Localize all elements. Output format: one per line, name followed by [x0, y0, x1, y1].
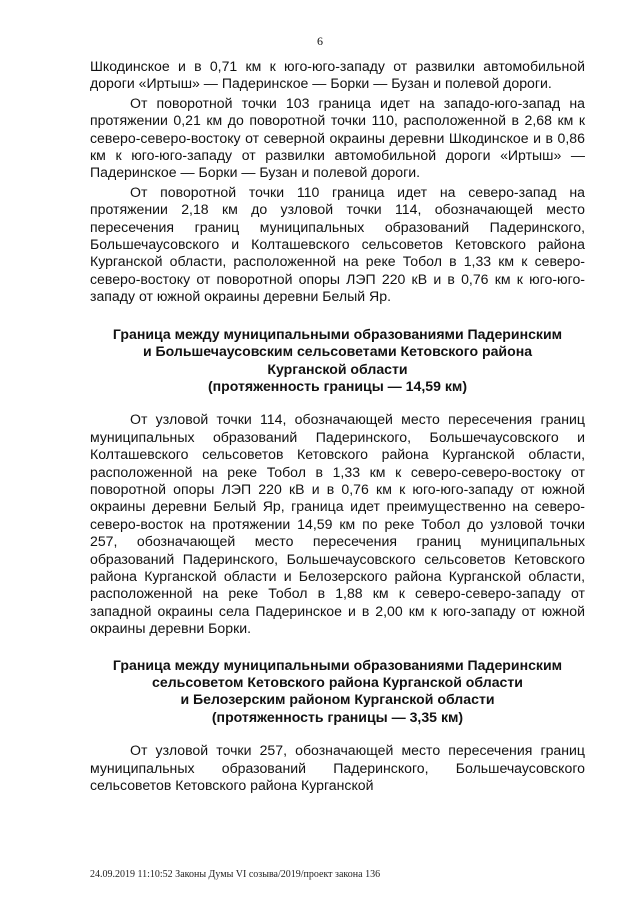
- heading-line: и Белозерским районом Курганской области: [180, 691, 495, 708]
- heading-length: (протяженность границы — 14,59 км): [207, 377, 468, 394]
- paragraph-point-110: От поворотной точки 110 граница идет на северо-запад на протяжении 2,18 км до узловой точки 114, обозначающей место пересечения границ муниципальных образований Падеринского, Большечаусовского и Колташевского сельсоветов Кетовского района Курганской области, расположенной на реке Тобол в 1,33 км к северо-северо-востоку от поворотной опоры ЛЭП 220 кВ и в 0,76 км к юго-юго-западу от южной окраины деревни Белый Яр.: [90, 183, 585, 305]
- paragraph-continuation: Шкодинское и в 0,71 км к юго-юго-западу от развилки автомобильной дороги «Иртыш» — Падеринское — Борки — Бузан и полевой дороги.: [90, 58, 585, 92]
- heading-line: и Большечаусовским сельсоветами Кетовского района: [142, 343, 533, 360]
- paragraph-section2: От узловой точки 257, обозначающей место пересечения границ муниципальных образований Падеринского, Большечаусовского сельсоветов Кетовского района Курганской: [90, 742, 585, 794]
- document-body: [90, 58, 585, 794]
- document-footer: 24.09.2019 11:10:52 Законы Думы VI созыва/2019/проект закона 136: [90, 869, 381, 880]
- paragraph-section1: От узловой точки 114, обозначающей место пересечения границ муниципальных образований Падеринского, Большечаусовского и Колташевского сельсоветов Кетовского района Курганской области, расположенной на реке Тобол в 1,33 км к северо-северо-востоку от поворотной опоры ЛЭП 220 кВ и в 0,76 км к юго-юго-западу от южной окраины деревни Белый Яр, граница идет преимущественно на северо-северо-восток на протяжении 14,59 км по реке Тобол до узловой точки 257, обозначающей место пересечения границ муниципальных образований Падеринского, Большечаусовского сельсоветов Кетовского района Курганской области и Белозерского района Курганской области, расположенной на реке Тобол в 1,88 км к северо-северо-западу от западной окраины села Падеринское и в 2,00 км к юго-западу от южной окраины деревни Борки.: [90, 411, 585, 637]
- heading-line: Граница между муниципальными образованиями Падеринским: [112, 656, 563, 673]
- section-heading-paderinsky-belozersky: [90, 657, 585, 727]
- heading-line: сельсоветом Кетовского района Курганской области: [152, 674, 523, 690]
- section-heading-paderinsky-bolshechausovsky: [90, 326, 585, 396]
- page-number: 6: [317, 34, 323, 48]
- heading-line: Курганской области: [267, 360, 408, 377]
- heading-length: (протяженность границы — 3,35 км): [211, 708, 464, 725]
- paragraph-point-103: От поворотной точки 103 граница идет на западо-юго-запад на протяжении 0,21 км до поворотной точки 110, расположенной в 2,68 км к северо-северо-востоку от северной окраины деревни Шкодинское и в 0,86 км к юго-юго-западу от развилки автомобильной дороги «Иртыш» — Падеринское — Борки — Бузан и полевой дороги.: [90, 94, 585, 181]
- heading-line: Граница между муниципальными образованиями Падеринским: [112, 325, 563, 342]
